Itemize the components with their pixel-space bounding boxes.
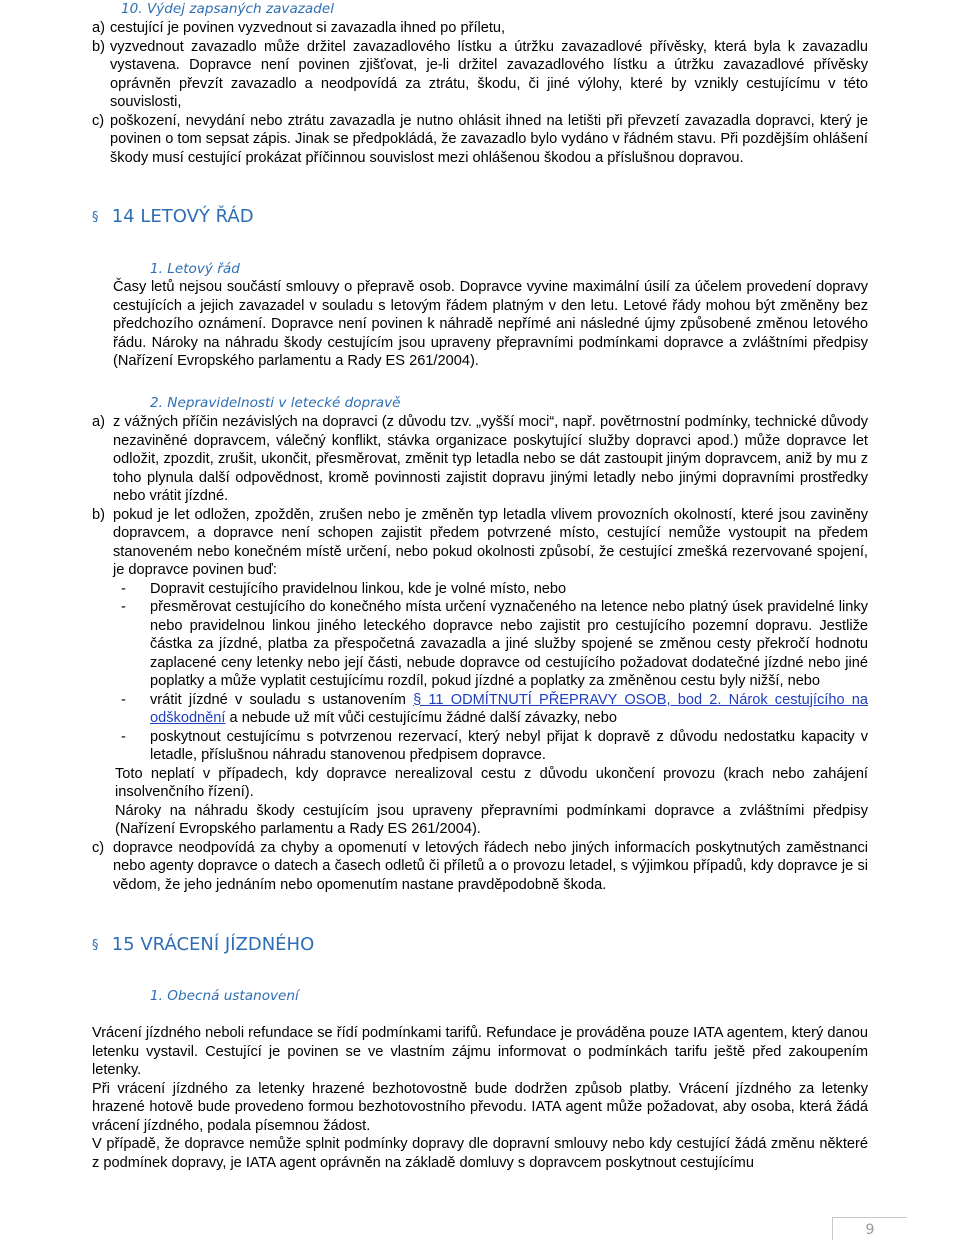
sec14-item-a xyxy=(92,413,868,506)
sec10-item-b xyxy=(92,38,868,112)
bullet-item xyxy=(92,580,868,599)
item-label: a) xyxy=(92,20,105,36)
bullet-text-pre: vrátit jízdné v souladu s ustanovením xyxy=(150,691,414,708)
page-number: 9 xyxy=(832,1217,907,1240)
sec14-list xyxy=(92,413,868,894)
item-text: cestující je povinen vyzvednout si zavazadla ihned po příletu, xyxy=(110,20,506,36)
sec14-item-b xyxy=(92,506,868,580)
paragraph: Vrácení jízdného neboli refundace se řídí podmínkami tarifů. Refundace je prováděna pouze IATA agentem, který danou letenku vystavil. Cestující je povinen se ve vlastním zájmu informovat o podmínkách tarifu ještě před zakoupením letenky. xyxy=(92,1025,868,1078)
item-label: c) xyxy=(92,839,105,856)
sec15-body xyxy=(92,1024,868,1172)
note-paragraph: Nároky na náhradu škody cestujícím jsou upraveny přepravními podmínkami dopravce a zvláštními předpisy (Nařízení Evropského parlamentu a Rady ES 261/2004). xyxy=(115,802,868,837)
bullet-dash: - xyxy=(121,599,126,615)
bullet-text-post: a nebude už mít vůči cestujícímu žádné další závazky, nebo xyxy=(225,710,618,726)
item-label: c) xyxy=(92,112,105,129)
item-text: pokud je let odložen, zpožděn, zrušen nebo je změněn typ letadla vlivem provozních okolností, které jsou zaviněny dopravcem, a dopravce není schopen zajistit předem potvrzené místo, cestující nemůže vystoupit na předem stanoveném nebo konečném místě určení, nebo pokud okolnosti způsobí, že cestující zmešká rezervované spojení, je dopravce povinen buď: xyxy=(113,506,868,578)
item-text: poškození, nevydání nebo ztrátu zavazadla je nutno ohlásit ihned na letišti při převzetí zavazadla dopravci, který je povinen o tom sepsat zápis. Jinak se předpokládá, že zavazadlo bylo vydáno v řádném stavu. Při pozdějším ohlášení škody musí cestující prokázat příčinnou souvislost mezi ohlášenou škodou a příslušnou dopravou. xyxy=(110,112,868,166)
bullet-item xyxy=(92,728,868,765)
section-title: 14 LETOVÝ ŘÁD xyxy=(111,206,254,227)
sec10-list xyxy=(92,19,868,167)
link-odmitnuti-prepravy[interactable]: § 11 ODMÍTNUTÍ PŘEPRAVY OSOB, bod 2. Nárok cestujícího na odškodnění xyxy=(150,691,869,726)
section-heading-15 xyxy=(92,936,314,956)
bullet-text: přesměrovat cestujícího do konečného místa určení vyznačeného na letence nebo platný úsek pravidelné linky nebo pravidelnou linkou jiného leteckého dopravce nebo zajistit pro cestujícího pozemní dopravu. Jestliže částka za jízdné, platba za přespočetná zavazadla a jiné služby spojené se změnou cesty překročí hodnotu zaplacené ceny letenky nebo její části, nebude dopravce od cestujícího požadovat dodatečné jízdné nebo jiné poplatky a může vyplatit cestujícímu rozdíl, pokud jízdné a poplatky za změněnou cestu byly nižší, nebo xyxy=(150,599,868,689)
subheading-10: 10. Výdej zapsaných zavazadel xyxy=(121,1,335,17)
subheading-nepravidelnosti: 2. Nepravidelnosti v letecké dopravě xyxy=(150,395,401,411)
item-text: vyzvednout zavazadlo může držitel zavazadlového lístku a útržku zavazadlové přívěsky, která byla k zavazadlu vystavena. Dopravce není povinen zjišťovat, je-li držitel zavazadlového lístku a útržku zavazadlové přívěsky oprávněn převzít zavazadlo a neodpovídá za ztrátu, škodu, či jiné výlohy, které by vznikly cestujícímu v této souvislosti, xyxy=(110,38,868,110)
section-marker: § xyxy=(92,938,99,953)
item-text: dopravce neodpovídá za chyby a opomenutí v letových řádech nebo jiných informacích poskytnutých zaměstnanci nebo agenty dopravce o datech a časech odletů či příletů a o provozu letadel, s výjimkou případů, kdy dopravce je si vědom, že jeho jednáním nebo opomenutím nastane pravděpodobně škoda. xyxy=(113,839,868,893)
paragraph-letovy-rad: Časy letů nejsou součástí smlouvy o přepravě osob. Dopravce vyvine maximální úsilí za účelem provedení dopravy cestujících a jejich zavazadel v souladu s letovým řádem platným v den letu. Letové řády mohou být změněny bez předchozího oznámení. Dopravce není povinen k náhradě nepřímé ani následné újmy způsobené změnou letového řádu. Nároky na náhradu škody cestujícím jsou upraveny přepravními podmínkami dopravce a zvláštními předpisy (Nařízení Evropského parlamentu a Rady ES 261/2004). xyxy=(113,279,868,369)
item-label: a) xyxy=(92,414,105,430)
paragraph: V případě, že dopravce nemůže splnit podmínky dopravy dle dopravní smlouvy nebo kdy cestující žádá změnu některé z podmínek dopravy, je IATA agent oprávněn na základě domluvy s dopravcem poskytnout cestujícímu xyxy=(92,1136,868,1171)
bullet-dash: - xyxy=(121,728,126,745)
item-text: z vážných příčin nezávislých na dopravci (z důvodu tzv. „vyšší moci“, např. povětrnostní podmínky, technické důvody nezaviněné dopravcem, válečný konflikt, stávka organizace poskytující služby dopravci apod.) může dopravce let odložit, zpozdit, zrušit, ukončit, přesměrovat, změnit typ letadla nebo se dát zastoupit jiným dopravcem, aniž by mu z toho plynula další odpovědnost, kromě povinnosti zajistit dopravu jinými letadly nebo jinými dopravními prostředky nebo vrátit jízdné. xyxy=(113,414,868,504)
bullet-dash: - xyxy=(121,580,126,597)
bullet-dash: - xyxy=(121,691,126,708)
section-marker: § xyxy=(92,210,99,225)
bullet-text: Dopravit cestujícího pravidelnou linkou, kde je volné místo, nebo xyxy=(150,580,567,597)
bullet-text: poskytnout cestujícímu s potvrzenou rezervací, který nebyl přijat k dopravě z důvodu nedostatku kapacity v letadle, příslušnou náhradu stanovenou předpisem dopravce. xyxy=(150,728,868,763)
bullet-item xyxy=(92,598,868,691)
subheading-obecna-ustanoveni: 1. Obecná ustanovení xyxy=(150,988,299,1004)
subheading-letovy-rad: 1. Letový řád xyxy=(150,261,240,277)
section-title: 15 VRÁCENÍ JÍZDNÉHO xyxy=(111,934,315,955)
sec10-item-c xyxy=(92,112,868,168)
sec14-item-c xyxy=(92,839,868,895)
item-label: b) xyxy=(92,506,105,523)
paragraph: Při vrácení jízdného za letenky hrazené bezhotovostně bude dodržen způsob platby. Vrácení jízdného za letenky hrazené hotově bude provedeno formou bezhotovostního převodu. IATA agent může požadovat, aby osoba, která žádá vrácení jízdného, podala písemnou žádost. xyxy=(92,1080,868,1134)
item-label: b) xyxy=(92,38,105,55)
bullet-item xyxy=(92,691,868,728)
section-heading-14 xyxy=(92,208,254,228)
note-paragraph: Toto neplatí v případech, kdy dopravce nerealizoval cestu z důvodu ukončení provozu (krach nebo zahájení insolvenčního řízení). xyxy=(115,765,868,800)
sec10-item-a xyxy=(92,19,868,38)
